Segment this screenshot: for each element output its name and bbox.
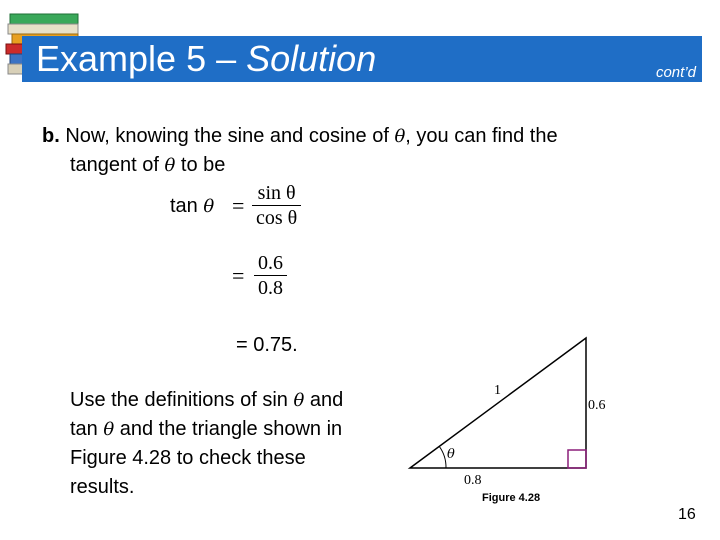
adjacent-label: 0.8: [464, 473, 482, 488]
intro-text-1: Now, knowing the sine and cosine of: [59, 125, 395, 147]
fraction-values: [254, 251, 287, 300]
theta-symbol: θ: [394, 126, 406, 147]
equals-sign: =: [232, 193, 245, 218]
triangle-figure: [400, 330, 630, 495]
fraction-denominator: 0.8: [258, 277, 283, 299]
continued-label: cont’d: [655, 64, 696, 81]
figure-caption: Figure 4.28: [482, 492, 541, 504]
theta-symbol: θ: [103, 419, 115, 440]
hypotenuse-label: 1: [494, 383, 501, 398]
fraction-numerator: sin θ: [252, 181, 301, 206]
note-text-2: and tan: [70, 389, 344, 440]
page-number: 16: [678, 506, 696, 523]
part-label: b.: [42, 125, 60, 147]
tan-label: [170, 195, 214, 218]
theta-symbol: θ: [164, 155, 176, 176]
title-italic: Solution: [246, 38, 377, 79]
page-title: [36, 36, 376, 82]
intro-text-2: , you can find the: [405, 125, 558, 147]
check-paragraph: [70, 386, 370, 502]
opposite-label: 0.6: [588, 398, 606, 413]
fraction-numerator: 0.6: [254, 251, 287, 276]
intro-text-4: to be: [175, 154, 226, 176]
fraction-sin-cos: [252, 181, 301, 230]
note-text-3: and the triangle shown in Figure 4.28 to check these results.: [70, 418, 343, 498]
triangle-svg: [400, 330, 630, 490]
title-main: Example 5 –: [36, 38, 247, 79]
fraction-denominator: cos θ: [256, 207, 298, 229]
result-value: = 0.75.: [236, 334, 298, 356]
intro-text-3: tangent of: [70, 154, 165, 176]
note-text-1: Use the definitions of sin: [70, 389, 294, 411]
equals-sign: =: [232, 263, 245, 288]
angle-label: θ: [447, 447, 455, 462]
theta-symbol: θ: [203, 196, 215, 217]
intro-paragraph: [42, 122, 682, 180]
tan-text: tan: [170, 195, 204, 217]
theta-symbol: θ: [293, 390, 305, 411]
